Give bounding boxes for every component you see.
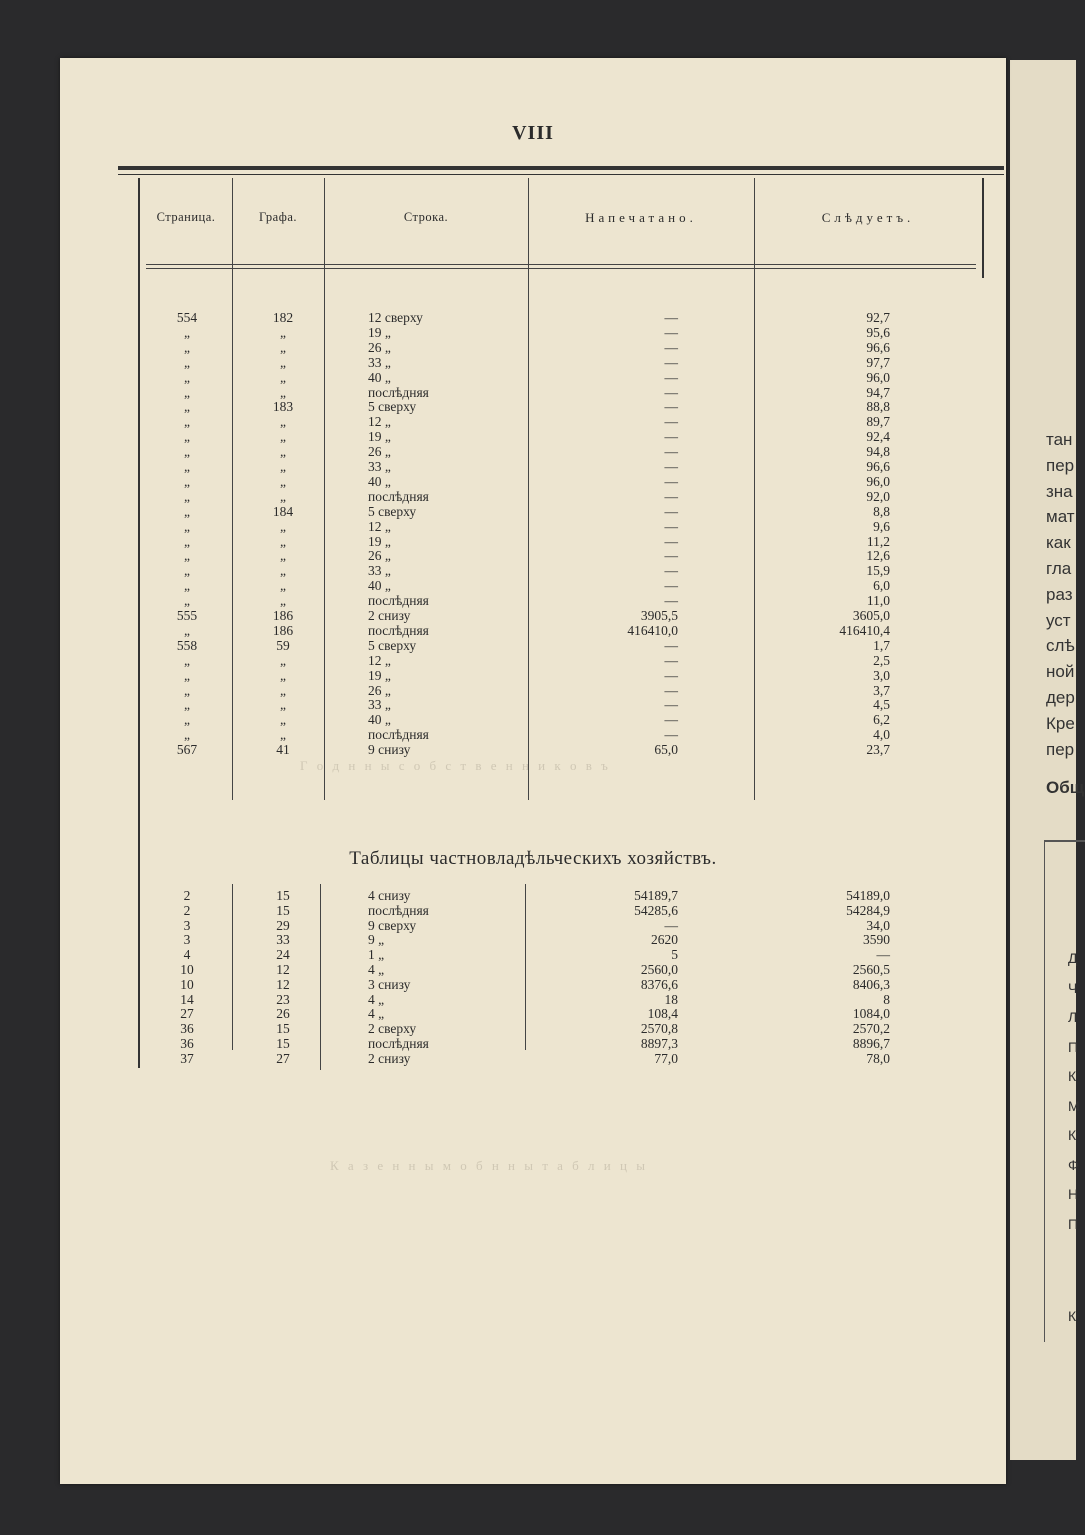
header-printed: Напечатано. — [585, 210, 697, 225]
cell-printed: — — [664, 548, 678, 564]
cell-column: 184 — [272, 503, 294, 519]
cell-page: „ — [184, 384, 190, 400]
table-row — [60, 548, 1006, 563]
table-right-border — [982, 178, 984, 278]
cell-column: 59 — [276, 637, 290, 653]
cell-page: 36 — [180, 1021, 194, 1037]
cell-should-be: 88,8 — [866, 399, 890, 415]
cell-line: 40 „ — [368, 712, 391, 728]
table-row — [60, 459, 1006, 474]
cell-should-be: 94,8 — [866, 444, 890, 460]
cell-should-be: 6,0 — [873, 578, 890, 594]
table-row — [60, 668, 1006, 683]
cell-page: „ — [184, 473, 190, 489]
table-row — [60, 519, 1006, 534]
facing-page-letter: П — [1068, 1038, 1079, 1055]
cell-line: послѣдняя — [368, 384, 429, 400]
cell-should-be: 3,0 — [873, 667, 890, 683]
cell-should-be: 8 — [883, 991, 890, 1007]
cell-page: „ — [184, 518, 190, 534]
facing-page-letter: Л — [1068, 1009, 1078, 1025]
facing-page-text: пер — [1046, 455, 1075, 475]
table-row — [60, 429, 1006, 444]
cell-page: „ — [184, 563, 190, 579]
cell-line: послѣдняя — [368, 488, 429, 504]
cell-page: 10 — [180, 962, 194, 977]
cell-line: 19 „ — [368, 533, 391, 549]
header-line: Строка. — [403, 210, 449, 224]
cell-column: „ — [280, 429, 286, 445]
cell-page: „ — [184, 459, 190, 474]
cell-should-be: 12,6 — [866, 548, 890, 564]
facing-page-text: пер — [1046, 739, 1075, 759]
table-row — [60, 563, 1006, 578]
cell-page: „ — [184, 667, 190, 683]
cell-page: „ — [184, 339, 190, 355]
cell-should-be: 4,0 — [873, 727, 890, 743]
header-rule — [146, 264, 976, 265]
cell-column: 15 — [276, 888, 290, 903]
cell-page: „ — [184, 622, 190, 638]
cell-printed: 416410,0 — [627, 622, 678, 638]
header-should-be: Слѣдуетъ. — [821, 210, 915, 225]
cell-printed: 3905,5 — [640, 608, 678, 623]
table-row — [60, 1021, 1006, 1036]
facing-page-text: раз — [1046, 584, 1073, 604]
cell-should-be: 92,4 — [866, 429, 890, 445]
cell-printed: — — [664, 727, 678, 743]
cell-line: 12 „ — [368, 518, 391, 534]
cell-column: „ — [280, 548, 286, 564]
cell-column: „ — [280, 369, 286, 385]
cell-page: „ — [184, 652, 190, 668]
header-page: Страница. — [156, 210, 216, 224]
cell-page: 10 — [180, 976, 194, 992]
cell-column: 183 — [272, 399, 294, 415]
table-row — [60, 888, 1006, 903]
cell-column: 186 — [272, 608, 294, 623]
cell-printed: 2620 — [651, 932, 678, 948]
table-row — [60, 918, 1006, 933]
cell-printed: — — [664, 369, 678, 385]
cell-printed: — — [664, 518, 678, 534]
cell-column: 186 — [272, 622, 294, 638]
cell-page: „ — [184, 578, 190, 594]
cell-printed: 8376,6 — [640, 976, 678, 992]
cell-line: 19 „ — [368, 667, 391, 683]
cell-printed: — — [664, 414, 678, 430]
cell-column: „ — [280, 593, 286, 609]
table-row — [60, 504, 1006, 519]
cell-page: „ — [184, 444, 190, 460]
cell-line: 4 снизу — [368, 888, 411, 903]
cell-printed: 18 — [664, 991, 678, 1007]
cell-column: 15 — [276, 1036, 290, 1051]
cell-line: 40 „ — [368, 578, 391, 594]
cell-page: 3 — [183, 917, 191, 933]
cell-page: „ — [184, 548, 190, 564]
cell-should-be: 8406,3 — [852, 976, 890, 992]
cell-should-be: 2570,2 — [852, 1021, 890, 1037]
table-row — [60, 727, 1006, 742]
cell-line: 12 сверху — [368, 310, 423, 325]
cell-column: „ — [280, 563, 286, 579]
cell-column: „ — [280, 384, 286, 400]
cell-page: „ — [184, 369, 190, 385]
cell-column: 15 — [276, 1021, 290, 1037]
cell-should-be: 8896,7 — [852, 1036, 890, 1051]
cell-page: „ — [184, 399, 190, 415]
cell-should-be: 8,8 — [873, 503, 890, 519]
cell-page: 14 — [180, 991, 194, 1007]
header-rule-thin — [146, 268, 976, 269]
cell-column: 15 — [276, 902, 290, 918]
table-row — [60, 593, 1006, 608]
cell-should-be: 3590 — [863, 932, 890, 948]
table-row — [60, 1006, 1006, 1021]
facing-page-letter: П — [1068, 1215, 1079, 1232]
facing-page-letter: Ф — [1068, 1156, 1079, 1173]
table-row — [60, 489, 1006, 504]
cell-line: 12 „ — [368, 652, 391, 668]
cell-should-be: 96,6 — [866, 459, 890, 474]
cell-page: 558 — [176, 637, 198, 653]
cell-page: „ — [184, 414, 190, 430]
table-row — [60, 340, 1006, 355]
table-row — [60, 947, 1006, 962]
cell-page: „ — [184, 503, 190, 519]
facing-page-text: гла — [1046, 559, 1072, 578]
cell-page: 554 — [176, 310, 198, 325]
table-row — [60, 683, 1006, 698]
cell-should-be: 23,7 — [866, 742, 890, 758]
cell-line: 4 „ — [368, 1006, 385, 1022]
cell-should-be: 54284,9 — [846, 902, 890, 918]
cell-should-be: 3605,0 — [852, 608, 890, 623]
cell-line: 40 „ — [368, 473, 391, 489]
cell-printed: — — [664, 503, 678, 519]
cell-column: „ — [280, 324, 286, 340]
cell-printed: 8897,3 — [640, 1036, 678, 1051]
table-row — [60, 370, 1006, 385]
table-row — [60, 325, 1006, 340]
cell-printed: 2570,8 — [640, 1021, 678, 1037]
cell-line: 26 „ — [368, 444, 391, 460]
cell-line: 19 „ — [368, 429, 391, 445]
facing-page-letter: М — [1068, 1097, 1080, 1114]
cell-printed: — — [664, 667, 678, 683]
cell-column: 12 — [276, 976, 290, 992]
cell-line: 2 снизу — [368, 1050, 411, 1066]
table-top-rule — [118, 166, 1004, 170]
cell-should-be: 92,7 — [866, 310, 890, 325]
facing-page-letter: К — [1068, 1127, 1077, 1143]
facing-page-text: уст — [1046, 610, 1071, 630]
cell-column: „ — [280, 682, 286, 698]
table-row — [60, 310, 1006, 325]
cell-should-be: 6,2 — [873, 712, 890, 728]
cell-column: „ — [280, 727, 286, 743]
cell-printed: — — [664, 697, 678, 713]
cell-should-be: 34,0 — [866, 917, 890, 933]
cell-page: 3 — [183, 932, 191, 948]
cell-printed: — — [664, 324, 678, 340]
facing-page-text: Общ — [1046, 778, 1085, 797]
facing-page — [1010, 60, 1085, 1460]
cell-column: „ — [280, 667, 286, 683]
cell-line: послѣдняя — [368, 1036, 429, 1051]
cell-printed: 65,0 — [654, 742, 678, 758]
bleed-through-text: К а з е н н ы м о б н н ы т а б л и ц ы — [330, 1158, 648, 1173]
cell-page: 567 — [176, 742, 198, 758]
cell-line: 5 сверху — [368, 399, 417, 415]
cell-printed: 54285,6 — [634, 902, 678, 918]
cell-should-be: 15,9 — [866, 563, 890, 579]
cell-should-be: 95,6 — [866, 324, 890, 340]
cell-line: 19 „ — [368, 324, 391, 340]
cell-line: послѣдняя — [368, 727, 429, 743]
facing-page-letter: К — [1068, 1068, 1077, 1084]
cell-page: „ — [184, 354, 190, 370]
cell-page: „ — [184, 324, 190, 340]
cell-page: 37 — [180, 1050, 194, 1066]
cell-column: 182 — [272, 310, 294, 325]
cell-column: 24 — [276, 947, 290, 963]
cell-should-be: 96,0 — [866, 369, 890, 385]
cell-printed: — — [664, 339, 678, 355]
facing-page-letter: Ч — [1068, 979, 1078, 996]
cell-printed: 54189,7 — [634, 888, 678, 903]
cell-line: 1 „ — [368, 947, 385, 963]
facing-page-table-frame — [1044, 840, 1085, 1342]
cell-should-be: 416410,4 — [839, 622, 890, 638]
document-page — [60, 58, 1006, 1484]
cell-column: „ — [280, 473, 286, 489]
cell-should-be: 4,5 — [873, 697, 890, 713]
bleed-through-text: Г о д н н ы с о б с т в е н н и к о в ъ — [300, 758, 611, 773]
cell-printed: — — [664, 533, 678, 549]
cell-column: 33 — [276, 932, 290, 948]
cell-printed: — — [664, 652, 678, 668]
cell-line: 26 „ — [368, 548, 391, 564]
cell-printed: — — [664, 384, 678, 400]
cell-should-be: 96,6 — [866, 339, 890, 355]
table-row — [60, 608, 1006, 623]
cell-page: „ — [184, 593, 190, 609]
cell-should-be: 2,5 — [873, 652, 890, 668]
cell-line: 9 „ — [368, 932, 385, 948]
cell-printed: 5 — [671, 947, 678, 963]
cell-line: 33 „ — [368, 697, 391, 713]
cell-column: „ — [280, 459, 286, 474]
cell-line: 33 „ — [368, 563, 391, 579]
cell-printed: — — [664, 488, 678, 504]
cell-column: 27 — [276, 1050, 290, 1066]
facing-page-text: Кре — [1046, 713, 1075, 733]
facing-page-text: как — [1046, 533, 1071, 553]
cell-line: 12 „ — [368, 414, 391, 430]
cell-column: 23 — [276, 991, 290, 1007]
table-row — [60, 399, 1006, 414]
cell-should-be: 1084,0 — [852, 1006, 890, 1022]
cell-line: 5 сверху — [368, 637, 417, 653]
table-row — [60, 578, 1006, 593]
cell-column: „ — [280, 354, 286, 370]
table-row — [60, 623, 1006, 638]
cell-line: 5 сверху — [368, 503, 417, 519]
cell-printed: — — [664, 310, 678, 325]
facing-page-letter: Н — [1068, 1186, 1079, 1202]
cell-printed: — — [664, 682, 678, 698]
cell-line: 26 „ — [368, 339, 391, 355]
cell-page: „ — [184, 533, 190, 549]
cell-printed: — — [664, 354, 678, 370]
cell-column: 29 — [276, 917, 290, 933]
facing-page-letter: Д — [1068, 950, 1078, 966]
cell-line: 2 снизу — [368, 608, 411, 623]
table-row — [60, 742, 1006, 757]
table-row — [60, 697, 1006, 712]
cell-column: 26 — [276, 1006, 290, 1022]
cell-printed: — — [664, 459, 678, 474]
cell-line: 33 „ — [368, 459, 391, 474]
table-row — [60, 653, 1006, 668]
cell-line: послѣдняя — [368, 593, 429, 609]
cell-should-be: 97,7 — [866, 354, 890, 370]
facing-page-text: зна — [1046, 481, 1073, 501]
cell-column: „ — [280, 518, 286, 534]
table-row — [60, 992, 1006, 1007]
cell-page: 4 — [183, 947, 191, 963]
cell-page: „ — [184, 727, 190, 743]
cell-line: 3 снизу — [368, 976, 411, 992]
cell-should-be: 78,0 — [866, 1050, 890, 1066]
cell-line: 4 „ — [368, 991, 385, 1007]
table-row — [60, 534, 1006, 549]
cell-should-be: 94,7 — [866, 384, 890, 400]
cell-line: 4 „ — [368, 962, 385, 977]
header-column: Графа. — [258, 210, 297, 224]
cell-page: 27 — [180, 1006, 194, 1022]
cell-printed: — — [664, 593, 678, 609]
facing-page-text: слѣ — [1046, 636, 1075, 656]
cell-column: „ — [280, 697, 286, 713]
table-row — [60, 962, 1006, 977]
cell-page: „ — [184, 697, 190, 713]
table-row — [60, 444, 1006, 459]
cell-line: послѣдняя — [368, 622, 429, 638]
cell-printed: — — [664, 637, 678, 653]
table-row — [60, 903, 1006, 918]
cell-printed: 108,4 — [647, 1006, 678, 1022]
cell-printed: — — [664, 444, 678, 460]
cell-page: 555 — [176, 608, 198, 623]
cell-column: „ — [280, 339, 286, 355]
cell-printed: — — [664, 578, 678, 594]
section-title: Таблицы частновладѣльческихъ хозяйствъ. — [349, 848, 717, 869]
cell-should-be: — — [876, 947, 890, 963]
facing-page-text: дер — [1046, 688, 1075, 707]
table-row — [60, 932, 1006, 947]
cell-printed: — — [664, 429, 678, 445]
cell-should-be: 11,0 — [866, 593, 890, 609]
cell-column: „ — [280, 488, 286, 504]
cell-should-be: 96,0 — [866, 473, 890, 489]
cell-page: 36 — [180, 1036, 194, 1051]
table-row — [60, 414, 1006, 429]
cell-page: „ — [184, 488, 190, 504]
table-row — [60, 355, 1006, 370]
cell-page: 2 — [183, 902, 191, 918]
cell-line: 9 снизу — [368, 742, 411, 758]
cell-column: „ — [280, 414, 286, 430]
cell-should-be: 92,0 — [866, 488, 890, 504]
cell-printed: — — [664, 917, 678, 933]
page-number: VIII — [512, 122, 554, 144]
cell-column: „ — [280, 533, 286, 549]
cell-should-be: 9,6 — [873, 518, 890, 534]
cell-column: „ — [280, 652, 286, 668]
facing-page-text: тан — [1046, 430, 1073, 449]
cell-line: 9 сверху — [368, 917, 417, 933]
table-row — [60, 1051, 1006, 1066]
cell-printed: 2560,0 — [640, 962, 678, 977]
cell-should-be: 89,7 — [866, 414, 890, 430]
facing-page-text: ной — [1046, 662, 1075, 682]
cell-page: „ — [184, 712, 190, 728]
cell-column: 12 — [276, 962, 290, 977]
cell-column: „ — [280, 444, 286, 460]
cell-should-be: 3,7 — [873, 682, 890, 698]
cell-printed: 77,0 — [654, 1050, 678, 1066]
cell-should-be: 11,2 — [866, 533, 890, 549]
facing-page-text: мат — [1046, 507, 1075, 527]
cell-should-be: 1,7 — [873, 637, 890, 653]
table-row — [60, 977, 1006, 992]
cell-page: „ — [184, 682, 190, 698]
cell-line: 33 „ — [368, 354, 391, 370]
cell-column: 41 — [276, 742, 290, 758]
table-row — [60, 385, 1006, 400]
cell-printed: — — [664, 473, 678, 489]
cell-column: „ — [280, 712, 286, 728]
cell-should-be: 2560,5 — [852, 962, 890, 977]
cell-printed: — — [664, 712, 678, 728]
table-row — [60, 474, 1006, 489]
cell-should-be: 54189,0 — [846, 888, 890, 903]
cell-line: 40 „ — [368, 369, 391, 385]
cell-line: 2 сверху — [368, 1021, 417, 1037]
cell-printed: — — [664, 563, 678, 579]
cell-page: „ — [184, 429, 190, 445]
table-row — [60, 712, 1006, 727]
table-top-rule-thin — [118, 174, 1004, 175]
cell-line: послѣдняя — [368, 902, 429, 918]
cell-line: 26 „ — [368, 682, 391, 698]
table-row — [60, 638, 1006, 653]
cell-column: „ — [280, 578, 286, 594]
table-row — [60, 1036, 1006, 1051]
cell-printed: — — [664, 399, 678, 415]
facing-page-letter: К — [1068, 1308, 1077, 1324]
cell-page: 2 — [183, 888, 191, 903]
